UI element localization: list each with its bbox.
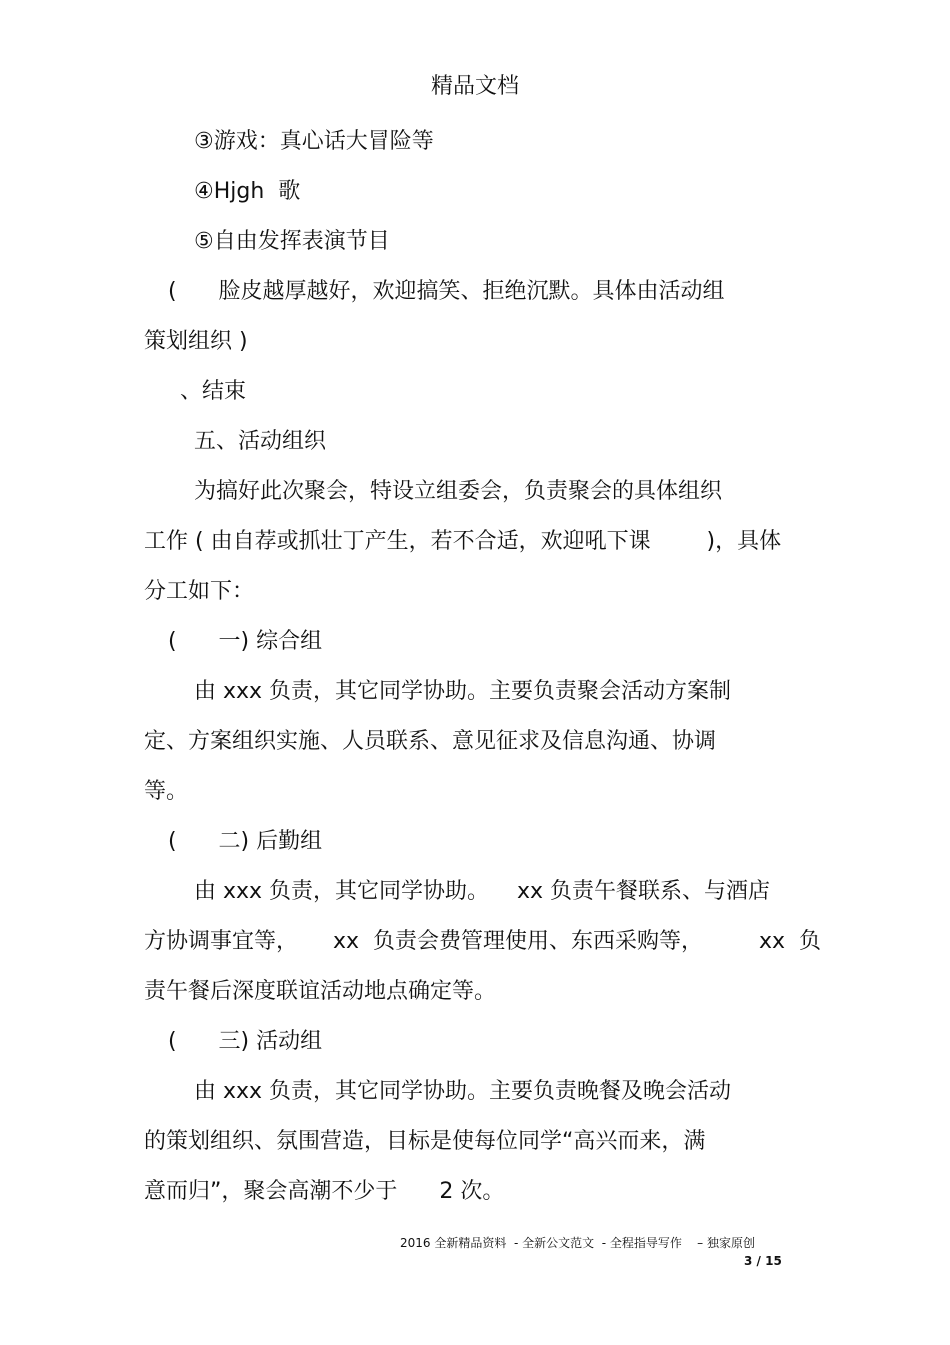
section-heading: 五、活动组织 (194, 429, 327, 454)
text-line: ③游戏：真心话大冒险等 (194, 129, 434, 154)
text-line: 定、方案组织实施、人员联系、意见征求及信息沟通、协调 (144, 729, 717, 754)
page-number: 3 / 15 (744, 1254, 782, 1268)
subsection-heading: ( 三) 活动组 (168, 1029, 323, 1054)
page-header-title: 精品文档 (430, 74, 519, 99)
text-line: 等。 (144, 779, 189, 804)
text-line: 的策划组织、氛围营造，目标是使每位同学“高兴而来，满 (144, 1129, 706, 1154)
page-footer: 2016 全新精品资料 - 全新公文范文 - 全程指导写作 – 独家原创 (400, 1236, 755, 1250)
text-line: ④Hjgh 歌 (194, 179, 301, 204)
text-line: 方协调事宜等， xx 负责会费管理使用、东西采购等， xx 负 (144, 929, 821, 954)
text-line: 责午餐后深度联谊活动地点确定等。 (144, 979, 497, 1004)
text-line: 由 xxx 负责，其它同学协助。主要负责聚会活动方案制 (194, 679, 732, 704)
text-line: 工作 ( 由自荐或抓壮丁产生，若不合适，欢迎吼下课 )，具体 (144, 529, 782, 554)
text-line: 为搞好此次聚会，特设立组委会，负责聚会的具体组织 (194, 479, 723, 504)
text-line: 策划组织 ) (144, 329, 248, 354)
text-line: 由 xxx 负责，其它同学协助。 xx 负责午餐联系、与酒店 (194, 879, 771, 904)
text-line: 由 xxx 负责，其它同学协助。主要负责晚餐及晚会活动 (194, 1079, 732, 1104)
text-line: ⑤自由发挥表演节目 (194, 229, 390, 254)
text-line: 意而归”，聚会高潮不少于 2 次。 (144, 1179, 505, 1204)
subsection-heading: ( 二) 后勤组 (168, 829, 323, 854)
subsection-heading: ( 一) 综合组 (168, 629, 323, 654)
text-line: 、结束 (180, 379, 247, 404)
text-line: 分工如下： (144, 579, 255, 604)
text-line: ( 脸皮越厚越好，欢迎搞笑、拒绝沉默。具体由活动组 (168, 279, 725, 304)
